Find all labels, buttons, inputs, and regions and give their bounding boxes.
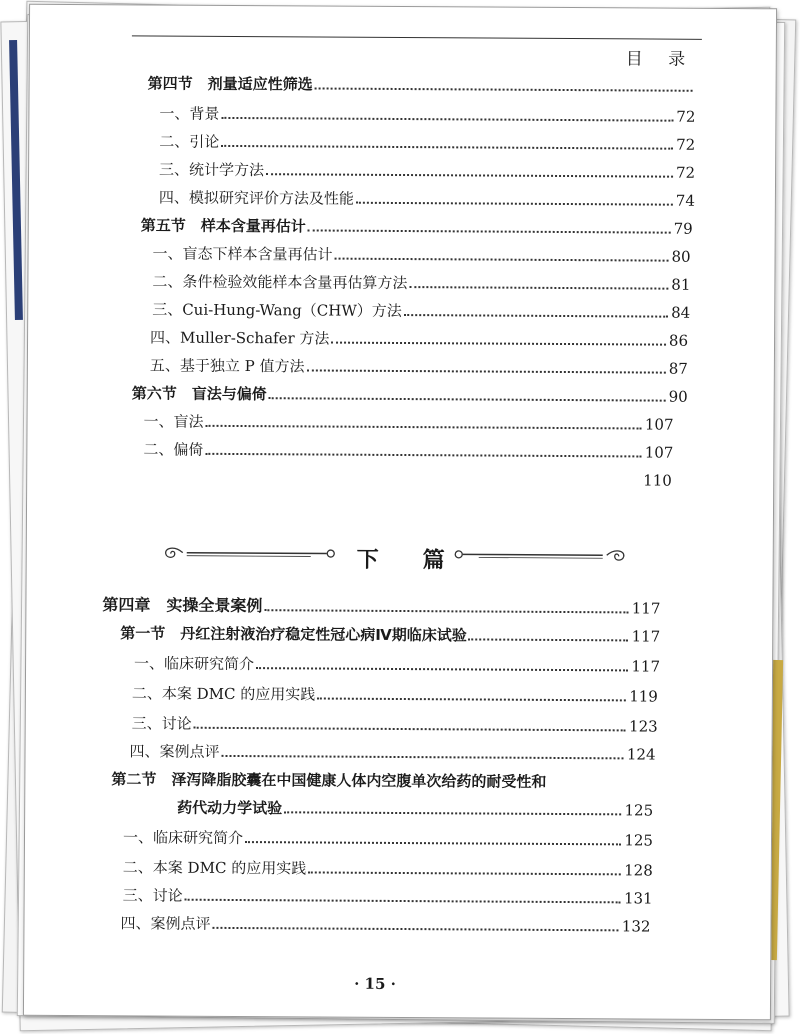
toc-section-entry: 第四节 剂量适应性筛选 <box>148 71 696 96</box>
toc-entry: 四、案例点评 132 <box>120 914 651 936</box>
toc-entry: 五、基于独立 P 值方法 87 <box>149 356 688 378</box>
toc-entry: 一、临床研究简介 125 <box>122 828 654 850</box>
page-number: · 15 · <box>354 974 396 993</box>
toc-section-entry: 第二节 泽泻降脂胶囊在中国健康人体内空腹单次给药的耐受性和 <box>111 770 547 791</box>
toc-entry: 二、条件检验效能样本含量再估算方法 81 <box>152 272 691 294</box>
toc-page <box>23 4 777 1021</box>
left-ornament-icon <box>161 544 337 563</box>
toc-entry: 三、讨论 131 <box>122 886 653 908</box>
toc-entry: 三、Cui-Hung-Wang（CHW）方法 84 <box>152 300 691 322</box>
toc-entry: 三、统计学方法 72 <box>159 160 696 182</box>
toc-entry: 一、盲法 107 <box>143 412 674 434</box>
toc-entry: 四、Muller-Schafer 方法 86 <box>150 328 689 350</box>
toc-entry: 二、本案 DMC 的应用实践 119 <box>131 684 658 706</box>
toc-entry: 四、模拟研究评价方法及性能 74 <box>158 188 695 210</box>
toc-entry: 一、背景 72 <box>159 104 696 126</box>
right-ornament-icon <box>453 545 629 564</box>
toc-section-entry: 第一节 丹红注射液治疗稳定性冠心病Ⅳ期临床试验 117 <box>120 624 661 646</box>
toc-entry: 一、临床研究简介 117 <box>134 654 661 676</box>
toc-entry: 110 <box>643 471 672 490</box>
toc-section-entry: 第五节 样本含量再估计 79 <box>140 216 693 238</box>
part-title: 下篇 <box>356 547 489 574</box>
running-header: 目 录 <box>625 49 696 70</box>
toc-entry: 三、讨论 123 <box>131 714 658 736</box>
toc-entry: 二、偏倚 107 <box>143 440 674 462</box>
header-rule <box>132 35 702 39</box>
toc-entry: 二、引论 72 <box>159 132 696 154</box>
toc-entry: 二、本案 DMC 的应用实践 128 <box>122 858 653 880</box>
toc-section-entry: 药代动力学试验 125 <box>177 798 654 820</box>
toc-chapter-entry: 第四章 实操全景案例 117 <box>102 595 661 618</box>
toc-section-entry: 第六节 盲法与偏倚 90 <box>131 384 688 406</box>
toc-entry: 一、盲态下样本含量再估计 80 <box>152 244 691 266</box>
toc-entry: 四、案例点评 124 <box>129 742 656 764</box>
